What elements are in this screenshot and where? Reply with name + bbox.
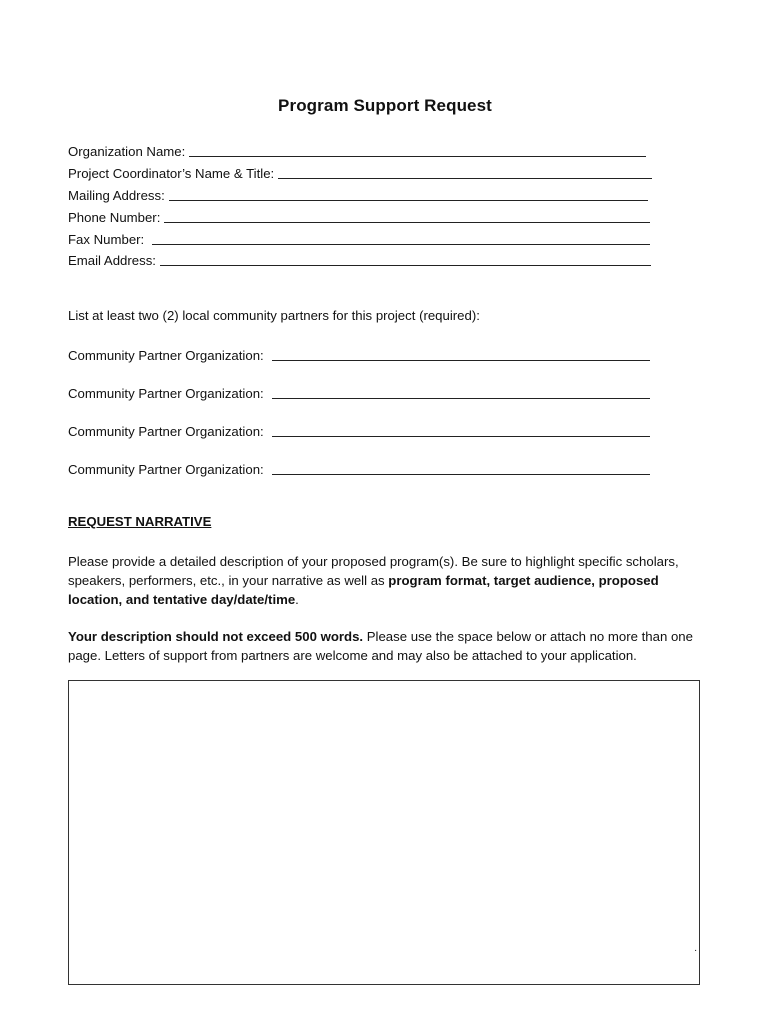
partner-input-4[interactable] <box>272 462 650 475</box>
fax-number-field <box>68 228 650 248</box>
narrative-instructions-text: Please provide a detailed description of your proposed program(s). Be sure to highlight specific scholars, speakers, performers, etc., in your narrative as well as <box>68 554 679 588</box>
narrative-instructions-end: . <box>295 592 299 607</box>
partner-field-3 <box>68 420 650 440</box>
project-coordinator-input[interactable] <box>278 166 652 179</box>
email-address-label: Email Address: <box>68 253 156 268</box>
partner-label-3: Community Partner Organization: <box>68 424 264 439</box>
organization-name-field <box>68 140 646 160</box>
partner-label-2: Community Partner Organization: <box>68 386 264 401</box>
partner-field-1 <box>68 344 650 364</box>
word-limit-note <box>68 627 708 665</box>
partner-label-4: Community Partner Organization: <box>68 462 264 477</box>
email-address-field <box>68 249 651 269</box>
partner-input-1[interactable] <box>272 348 650 361</box>
partner-field-2 <box>68 382 650 402</box>
mailing-address-input[interactable] <box>169 188 648 201</box>
project-coordinator-label: Project Coordinator’s Name & Title: <box>68 166 275 181</box>
partner-label-1: Community Partner Organization: <box>68 348 264 363</box>
box-mark: . <box>694 943 697 954</box>
phone-number-field <box>68 206 650 226</box>
fax-number-label: Fax Number: <box>68 232 145 247</box>
partner-input-2[interactable] <box>272 386 650 399</box>
phone-number-input[interactable] <box>164 210 650 223</box>
phone-number-label: Phone Number: <box>68 210 161 225</box>
narrative-instructions-emphasis: program format, target audience, proposed location, and tentative day/date/time <box>68 573 659 607</box>
fax-number-input[interactable] <box>152 232 650 245</box>
partner-field-4 <box>68 458 650 478</box>
word-limit-text: Please use the space below or attach no more than one page. Letters of support from partners are welcome and may also be attached to your application. <box>68 629 693 663</box>
mailing-address-label: Mailing Address: <box>68 188 165 203</box>
organization-name-input[interactable] <box>189 144 646 157</box>
project-coordinator-field <box>68 162 652 182</box>
mailing-address-field <box>68 184 648 204</box>
word-limit-emphasis: Your description should not exceed 500 words. <box>68 629 364 644</box>
narrative-text-box[interactable] <box>68 680 700 985</box>
partners-intro: List at least two (2) local community partners for this project (required): <box>68 308 480 323</box>
narrative-instructions <box>68 552 708 609</box>
page-title: Program Support Request <box>278 96 492 115</box>
email-address-input[interactable] <box>160 253 651 266</box>
partner-input-3[interactable] <box>272 424 650 437</box>
request-narrative-heading: REQUEST NARRATIVE <box>68 514 212 529</box>
organization-name-label: Organization Name: <box>68 144 186 159</box>
